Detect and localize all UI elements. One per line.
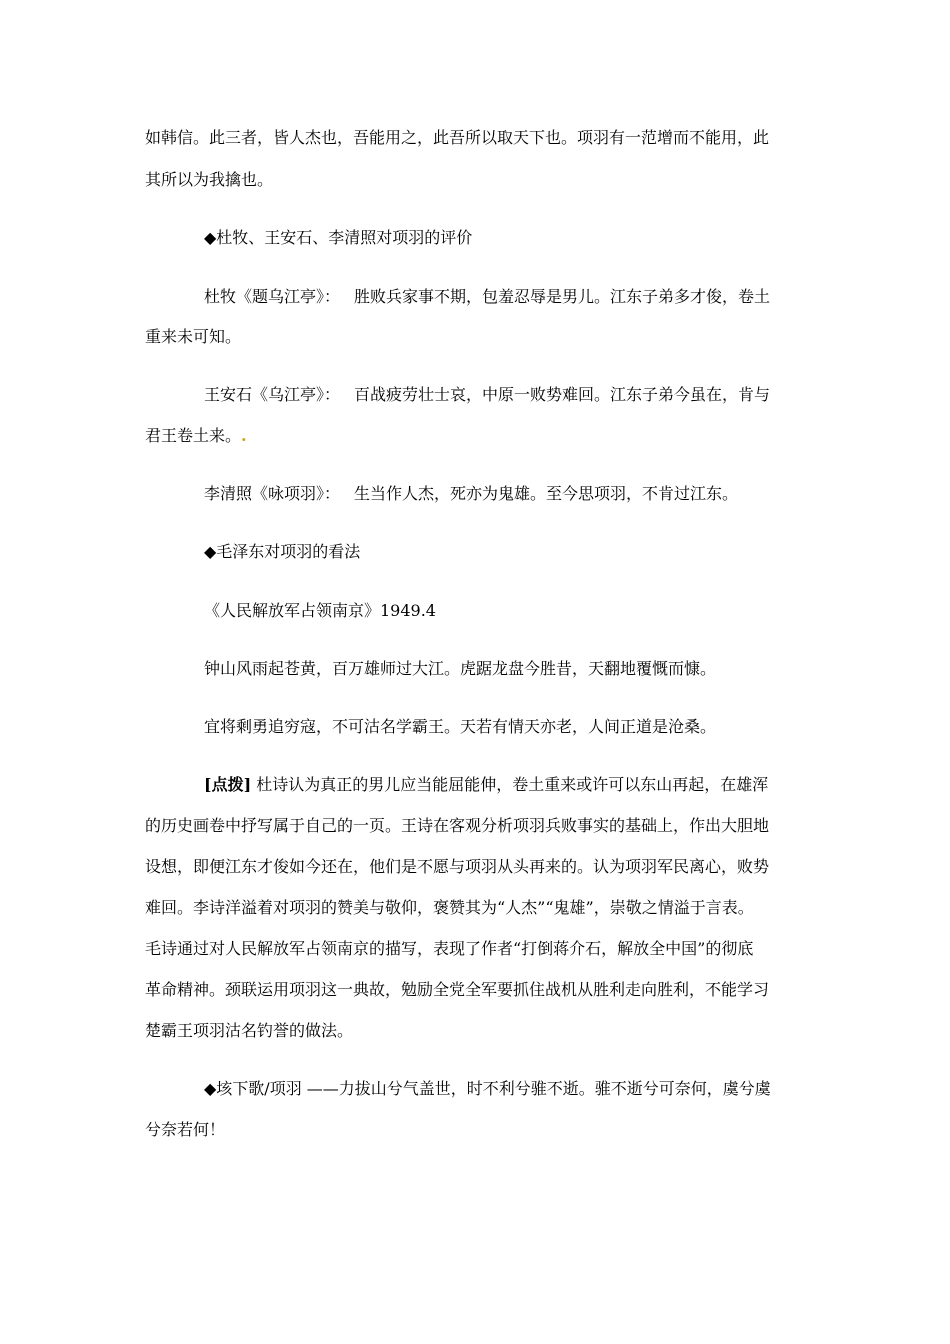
section-heading-poets: ◆杜牧、王安石、李清照对项羽的评价	[204, 228, 473, 247]
commentary-tag: [点拨]	[204, 775, 252, 794]
dumu-poem-text-cont: 重来未可知。	[145, 327, 242, 346]
gaixia-song-line: 兮奈若何！	[145, 1120, 226, 1139]
highlight-dot: .	[241, 426, 247, 445]
wang-poem-line	[204, 385, 904, 405]
wang-poem-text-end: 君王卷土来。	[145, 426, 242, 445]
paragraph-line: 其所以为我擒也。	[145, 170, 274, 189]
paragraph-line: 如韩信。此三者，皆人杰也，吾能用之，此吾所以取天下也。项羽有一范增而不能用，此	[145, 128, 770, 147]
commentary-line	[204, 775, 904, 795]
mao-poem-line: 宜将剩勇追穷寇，不可沽名学霸王。天若有情天亦老，人间正道是沧桑。	[204, 717, 717, 736]
commentary-line: 设想，即便江东才俊如今还在，他们是不愿与项羽从头再来的。认为项羽军民离心，败势	[145, 857, 770, 876]
dumu-poem-title: 杜牧《题乌江亭》：	[204, 287, 341, 306]
commentary-text: 杜诗认为真正的男儿应当能屈能伸，卷土重来或许可以东山再起，在雄浑	[256, 775, 769, 794]
wang-poem-title: 王安石《乌江亭》：	[204, 385, 341, 404]
commentary-line: 革命精神。颈联运用项羽这一典故，勉励全党全军要抓住战机从胜利走向胜利，不能学习	[145, 980, 770, 999]
commentary-line: 的历史画卷中抒写属于自己的一页。王诗在客观分析项羽兵败事实的基础上，作出大胆地	[145, 816, 770, 835]
section-heading-mao: ◆毛泽东对项羽的看法	[204, 542, 361, 561]
li-poem-text: 生当作人杰，死亦为鬼雄。至今思项羽，不肯过江东。	[354, 484, 739, 503]
li-poem-line	[204, 484, 904, 504]
mao-poem-title: 《人民解放军占领南京》1949.4	[204, 601, 436, 620]
commentary-line: 难回。李诗洋溢着对项羽的赞美与敬仰，褒赞其为“人杰”“鬼雄”，崇敬之情溢于言表。	[145, 898, 754, 917]
dumu-poem-line	[204, 287, 904, 307]
mao-poem-line: 钟山风雨起苍黄，百万雄师过大江。虎踞龙盘今胜昔，天翻地覆慨而慷。	[204, 659, 717, 678]
commentary-line: 毛诗通过对人民解放军占领南京的描写，表现了作者“打倒蒋介石，解放全中国”的彻底	[145, 939, 754, 958]
wang-poem-text: 百战疲劳壮士哀，中原一败势难回。江东子弟今虽在，肯与	[354, 385, 771, 404]
dumu-poem-text: 胜败兵家事不期，包羞忍辱是男儿。江东子弟多才俊，卷土	[354, 287, 771, 306]
wang-poem-text-cont	[145, 426, 845, 446]
commentary-line: 楚霸王项羽沽名钓誉的做法。	[145, 1021, 354, 1040]
gaixia-song-line: ◆垓下歌/项羽 ——力拔山兮气盖世，时不利兮骓不逝。骓不逝兮可奈何，虞兮虞	[204, 1079, 771, 1098]
li-poem-title: 李清照《咏项羽》：	[204, 484, 341, 503]
